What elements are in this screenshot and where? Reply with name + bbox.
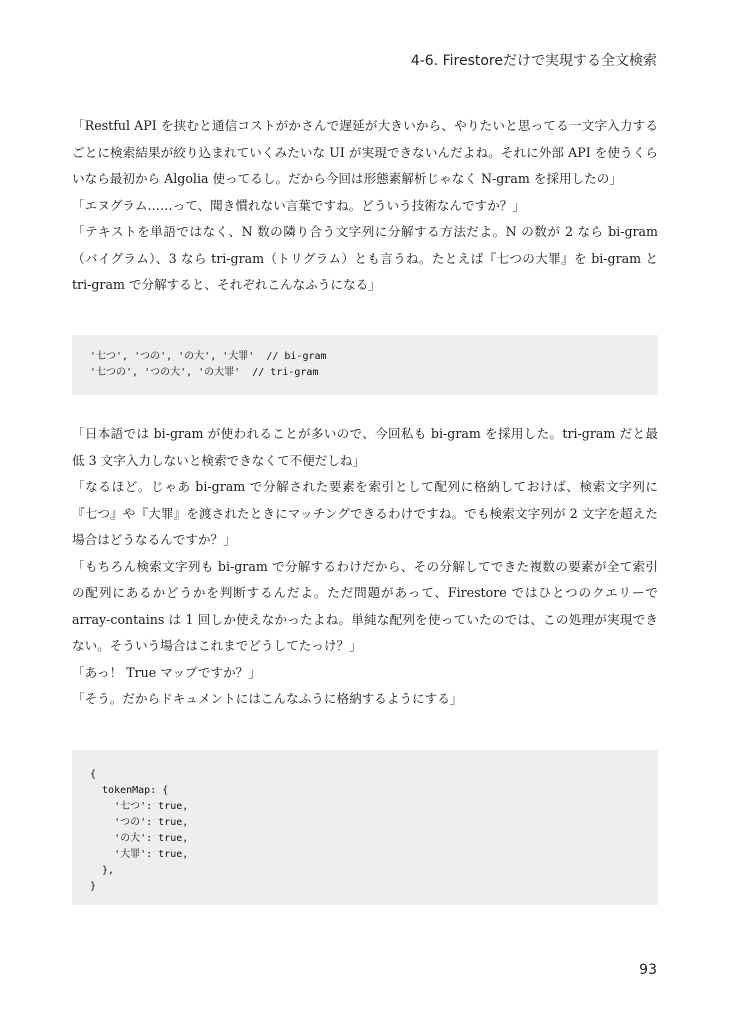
paragraph: 「もちろん検索文字列も bi-gram で分解するわけだから、その分解してできた複数の要素が全て索引の配列にあるかどうかを判断するんだよ。ただ問題があって、Firestore ではひとつのクエリーで array-contains は 1 回しか使えなかったよね。単純な配列を使っていたのでは、この処理が実現できない。そういう場合はこれまでどうしてたっけ？」 [72, 558, 658, 653]
code-line: 'の大': true, [90, 833, 189, 844]
paragraph: 「あっ！ True マップですか？」 [72, 664, 261, 680]
paragraph: 「なるほど。じゃあ bi-gram で分解された要素を索引として配列に格納しておけば、検索文字列に『七つ』や『大罪』を渡されたときにマッチングできるわけですね。でも検索文字列が 2 文字を超えた場合はどうなるんですか？」 [72, 479, 658, 547]
paragraph: 「テキストを単語ではなく、N 数の隣り合う文字列に分解する方法だよ。N の数が 2 なら bi-gram（バイグラム）、3 なら tri-gram（トリグラム）とも言うね。たとえば『七つの大罪』を bi-gram と tri-gram で分解すると、それぞれこんなふうになる」 [72, 224, 658, 292]
code-line: }, [90, 865, 115, 876]
paragraph: 「Restful API を挟むと通信コストがかさんで遅延が大きいから、やりたいと思ってる一文字入力するごとに検索結果が絞り込まれていくみたいな UI が実現できないんだよね。それに外部 API を使うくらいなら最初から Algolia 使ってるし。だから今回は形態素解析じゃなく N-gram を採用したの」 [72, 118, 658, 186]
code-line: { [90, 769, 97, 780]
code-block-tokenmap [72, 750, 658, 905]
code-line: '七つ', 'つの', 'の大', '大罪' // bi-gram [90, 351, 327, 362]
running-header: 4-6. Firestoreだけで実現する全文検索 [410, 53, 657, 69]
code-line: tokenMap: { [90, 785, 169, 796]
code-line: '大罪': true, [90, 849, 189, 860]
code-line: } [90, 881, 97, 892]
code-line: 'つの': true, [90, 817, 189, 828]
paragraph: 「そう。だからドキュメントにはこんなふうに格納するようにする」 [72, 691, 463, 706]
dialogue-block-2 [72, 421, 658, 713]
code-line: '七つ': true, [90, 801, 189, 812]
paragraph: 「日本語では bi-gram が使われることが多いので、今回私も bi-gram を採用した。tri-gram だと最低 3 文字入力しないと検索できなくて不便だしね」 [72, 426, 658, 468]
code-line: '七つの', 'つの大', 'の大罪' // tri-gram [90, 367, 319, 378]
paragraph: 「エヌグラム……って、聞き慣れない言葉ですね。どういう技術なんですか？」 [72, 197, 525, 213]
page-number: 93 [639, 962, 657, 978]
code-block-ngram [72, 335, 658, 395]
dialogue-block-1 [72, 113, 658, 299]
